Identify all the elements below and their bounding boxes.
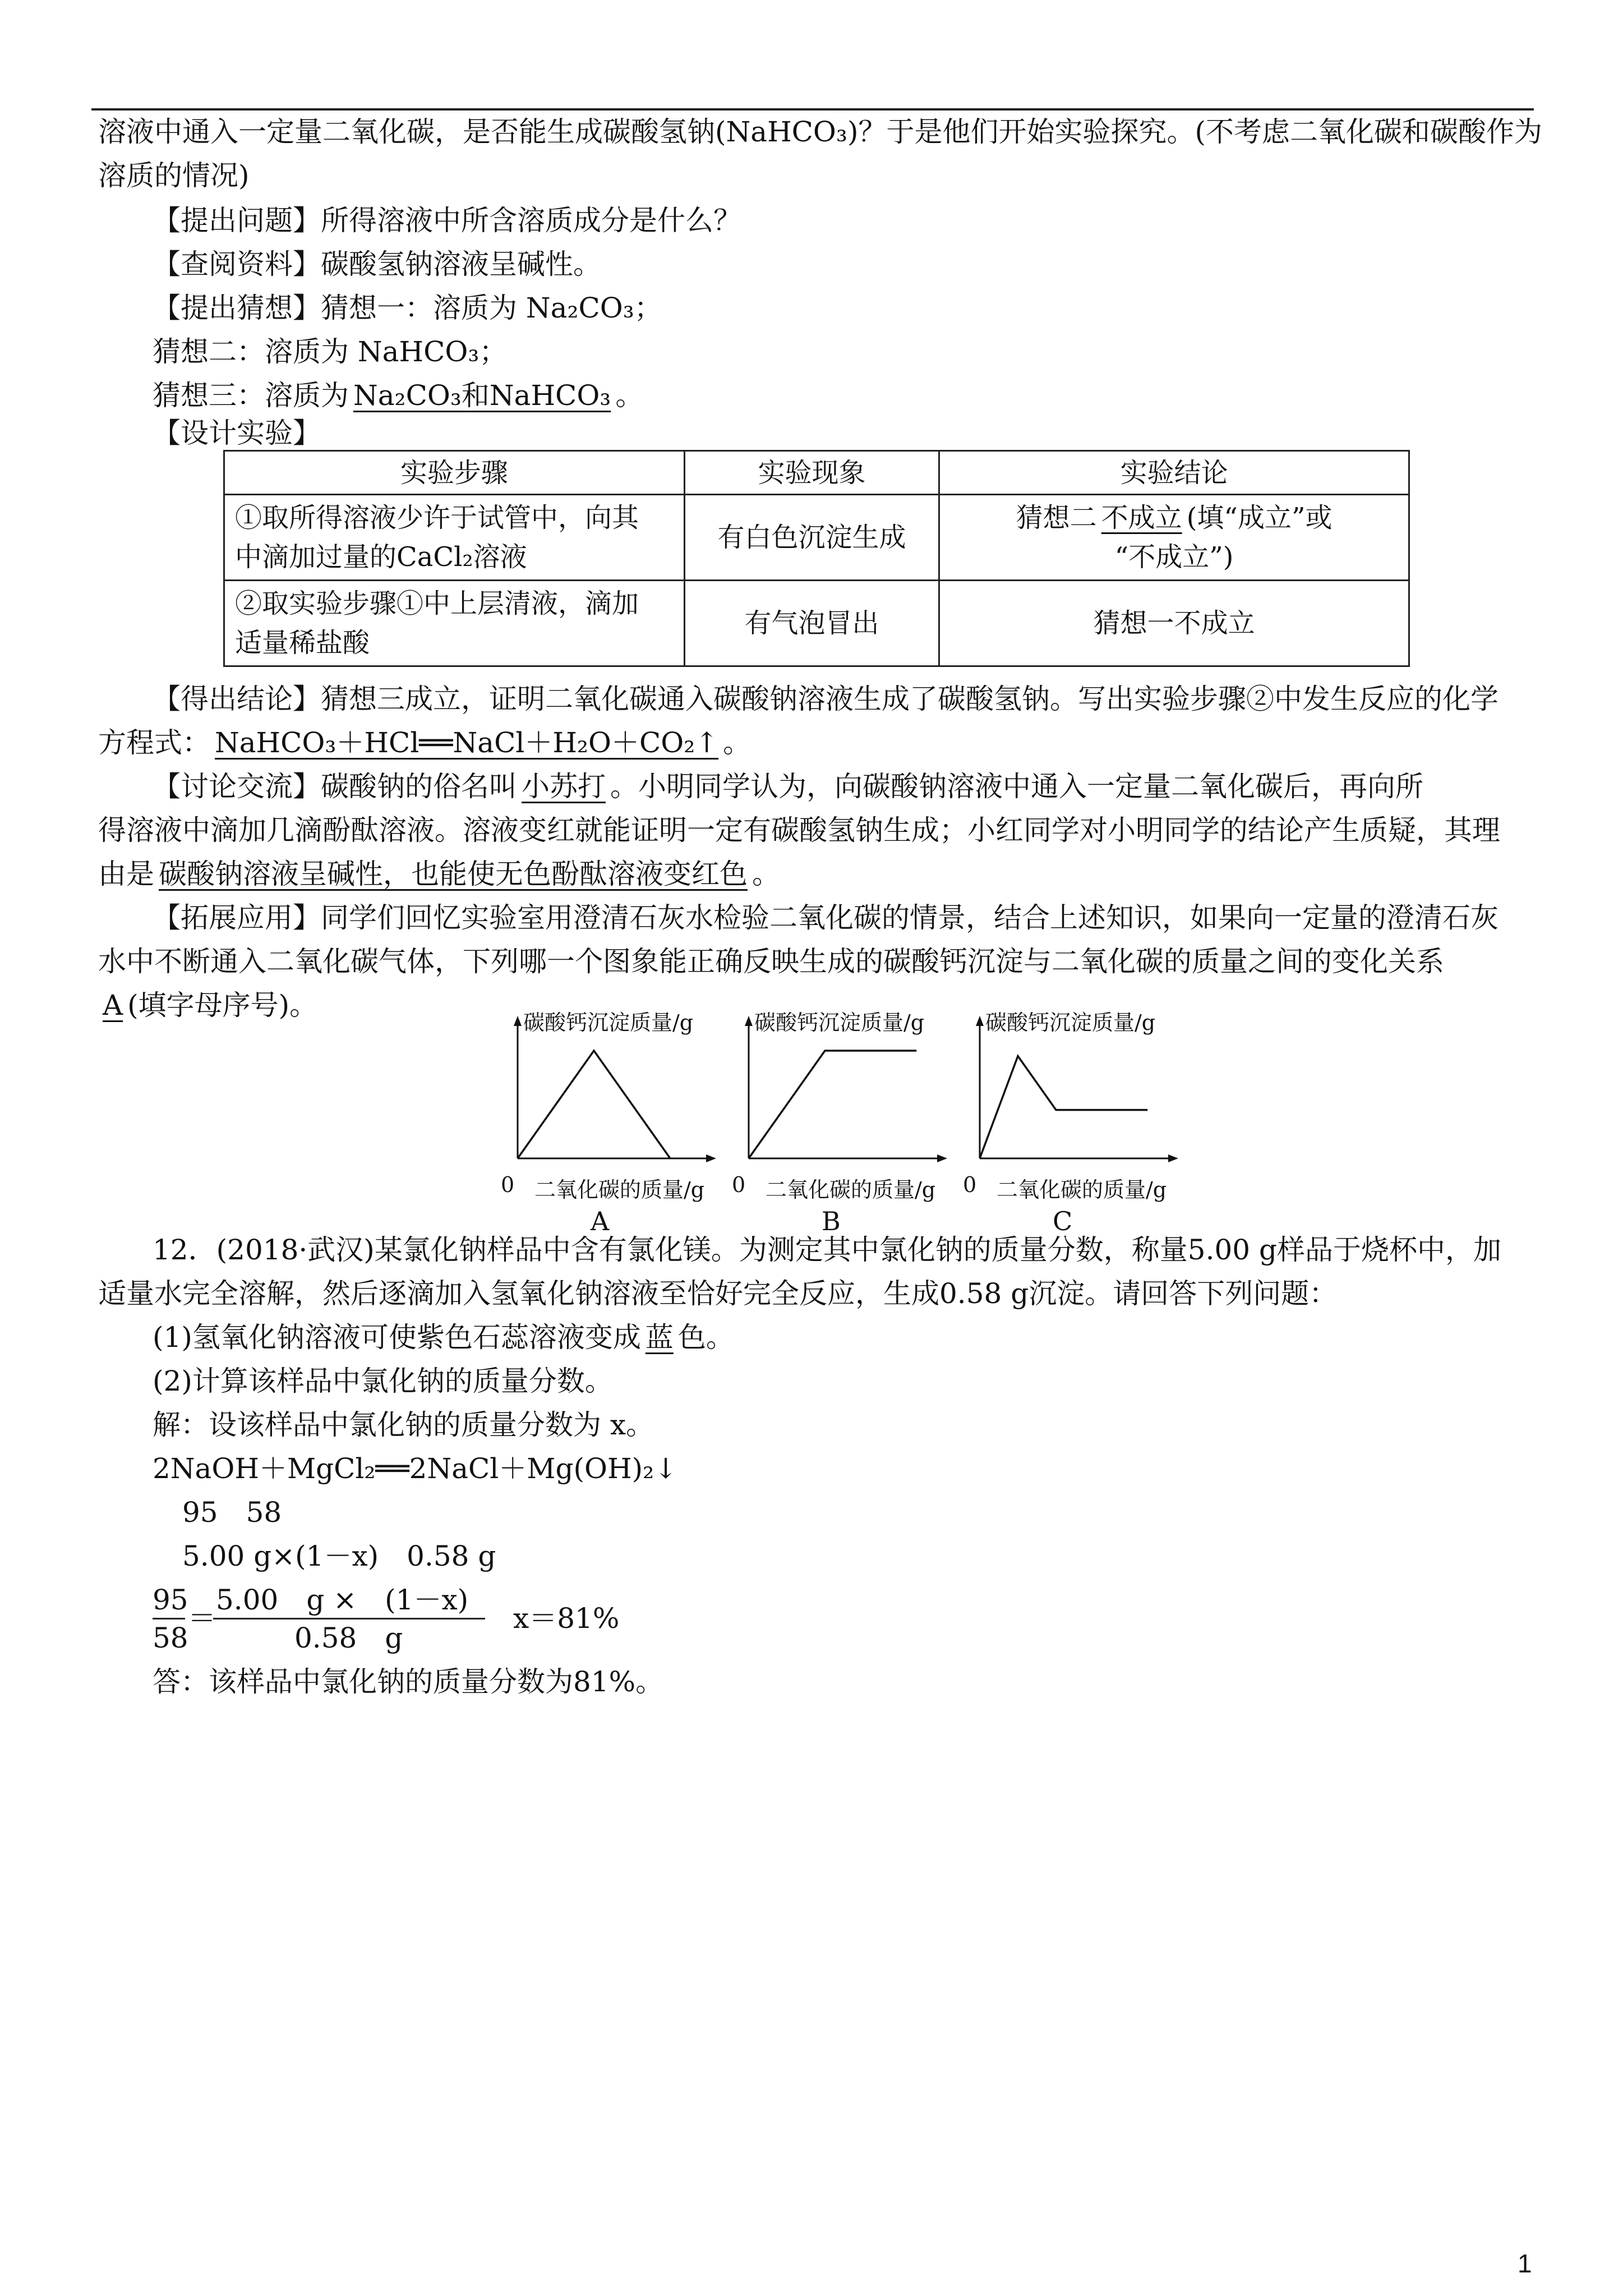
discussion-line-1: 【讨论交流】碳酸钠的俗名叫 小苏打 。小明同学认为，向碳酸钠溶液中通入一定量二氧化碳后，再向所: [153, 770, 1423, 803]
q12-solution-intro: 解：设该样品中氯化钠的质量分数为 x。: [153, 1409, 654, 1441]
chart-b-label: B: [822, 1206, 841, 1236]
question-line: 【提出问题】所得溶液中所含溶质成分是什么？: [153, 204, 741, 237]
fraction-right-numerator: 5.00 g × (1－x): [216, 1584, 469, 1616]
series-line: [518, 1051, 670, 1158]
fraction-left-denominator: 58: [153, 1622, 188, 1654]
table-header: 实验现象: [684, 451, 939, 495]
q12-line-2: 适量水完全溶解，然后逐滴加入氢氧化钠溶液至恰好完全反应，生成0.58 g沉淀。请回答下列问题：: [98, 1277, 1338, 1310]
q12-equation: 2NaOH＋MgCl₂══2NaCl＋Mg(OH)₂↓: [153, 1452, 678, 1485]
extension-line-1: 【拓展应用】同学们回忆实验室用澄清石灰水检验二氧化碳的情景，结合上述知识，如果向一定量的澄清石灰: [153, 901, 1498, 934]
x-axis-arrow-icon: [937, 1154, 947, 1162]
fraction-equals: ＝: [188, 1602, 216, 1635]
fraction-left-numerator: 95: [153, 1584, 188, 1616]
x-axis-arrow-icon: [706, 1154, 716, 1162]
table-header-row: [224, 451, 1409, 495]
intro-line-1: 溶液中通入一定量二氧化碳，是否能生成碳酸氢钠(NaHCO₃)？于是他们开始实验探究。(不考虑二氧化碳和碳酸作为: [98, 116, 1542, 148]
reference-line: 【查阅资料】碳酸氢钠溶液呈碱性。: [153, 248, 601, 280]
answer-blank: Na₂CO₃和NaHCO₃: [353, 379, 611, 412]
answer-blank: 小苏打: [522, 770, 606, 803]
chart-b: [732, 1007, 945, 1236]
chart-c-origin: 0: [963, 1172, 977, 1197]
table-row: [224, 495, 1409, 581]
table-cell-conclusion: 猜想二 不成立 (填“成立”或 “不成立”): [939, 495, 1409, 581]
conclusion-line-1: 【得出结论】猜想三成立，证明二氧化碳通入碳酸钠溶液生成了碳酸氢钠。写出实验步骤②中发生反应的化学: [153, 683, 1498, 715]
table-cell-step: ②取实验步骤①中上层清液，滴加 适量稀盐酸: [224, 581, 685, 666]
y-axis-arrow-icon: [976, 1016, 984, 1026]
design-title: 【设计实验】: [153, 417, 321, 449]
table-cell-conclusion: 猜想一不成立: [939, 581, 1409, 666]
chart-c: [963, 1007, 1176, 1236]
chart-a-xlabel: 二氧化碳的质量/g: [534, 1177, 705, 1202]
discussion-line-3: 由是 碳酸钠溶液呈碱性，也能使无色酚酞溶液变红色 。: [98, 858, 780, 890]
chart-a-label: A: [591, 1206, 610, 1236]
table-row: [224, 581, 1409, 666]
series-line: [749, 1051, 916, 1158]
hypothesis-1: 【提出猜想】猜想一：溶质为 Na₂CO₃；: [153, 292, 662, 324]
table-cell-phenomenon: 有白色沉淀生成: [684, 495, 939, 581]
chart-c-label: C: [1053, 1206, 1073, 1236]
chart-a-ylabel: 碳酸钙沉淀质量/g: [523, 1010, 694, 1035]
y-axis-arrow-icon: [514, 1016, 522, 1026]
answer-blank: A: [103, 989, 123, 1022]
q12-sub2: (2)计算该样品中氯化钠的质量分数。: [153, 1365, 613, 1397]
q12-result: x＝81%: [513, 1602, 620, 1635]
header-rule: [91, 108, 1534, 111]
chart-c-ylabel: 碳酸钙沉淀质量/g: [985, 1010, 1156, 1035]
chart-a: [501, 1007, 714, 1236]
chart-b-xlabel: 二氧化碳的质量/g: [766, 1177, 936, 1202]
chart-c-xlabel: 二氧化碳的质量/g: [997, 1177, 1167, 1202]
discussion-line-2: 得溶液中滴加几滴酚酞溶液。溶液变红就能证明一定有碳酸氢钠生成；小红同学对小明同学的结论产生质疑，其理: [98, 814, 1500, 846]
table-header: 实验步骤: [224, 451, 685, 495]
extension-line-2: 水中不断通入二氧化碳气体，下列哪一个图象能正确反映生成的碳酸钙沉淀与二氧化碳的质量之间的变化关系: [98, 945, 1444, 978]
table-cell-step: ①取所得溶液少许于试管中，向其 中滴加过量的CaCl₂溶液: [224, 495, 685, 581]
fraction-right-denominator: 0.58 g: [294, 1622, 403, 1654]
answer-blank: 不成立: [1101, 502, 1182, 533]
hypothesis-2: 猜想二：溶质为 NaHCO₃；: [153, 335, 508, 368]
series-line: [980, 1056, 1147, 1158]
chart-b-ylabel: 碳酸钙沉淀质量/g: [754, 1010, 925, 1035]
extension-line-3: A (填字母序号)。: [98, 988, 317, 1022]
q12-line-1: 12．(2018·武汉)某氯化钠样品中含有氯化镁。为测定其中氯化钠的质量分数，称量5.00 g样品于烧杯中，加: [153, 1234, 1502, 1266]
table-header: 实验结论: [939, 451, 1409, 495]
chart-b-origin: 0: [732, 1172, 746, 1197]
q12-molar-masses: 95 58: [182, 1496, 282, 1529]
x-axis-arrow-icon: [1168, 1154, 1178, 1162]
q12-amounts: 5.00 g×(1－x) 0.58 g: [182, 1540, 496, 1572]
fraction-bar: [213, 1618, 485, 1619]
experiment-table: [223, 450, 1410, 667]
chart-a-origin: 0: [501, 1172, 515, 1197]
table-cell-phenomenon: 有气泡冒出: [684, 581, 939, 666]
answer-blank: NaHCO₃＋HCl══NaCl＋H₂O＋CO₂↑: [215, 726, 719, 759]
fraction-bar: [153, 1618, 185, 1619]
answer-blank: 蓝: [645, 1321, 674, 1354]
hypothesis-3: 猜想三：溶质为 Na₂CO₃和NaHCO₃ 。: [153, 379, 644, 412]
answer-blank: 碳酸钠溶液呈碱性，也能使无色酚酞溶液变红色: [159, 858, 748, 890]
conclusion-line-2: 方程式： NaHCO₃＋HCl══NaCl＋H₂O＋CO₂↑ 。: [98, 726, 751, 759]
page-number: 1: [1518, 2249, 1532, 2278]
intro-line-2: 溶质的情况): [98, 159, 250, 192]
q12-sub1: (1)氢氧化钠溶液可使紫色石蕊溶液变成 蓝 色。: [153, 1321, 734, 1354]
q12-answer: 答：该样品中氯化钠的质量分数为81%。: [153, 1665, 664, 1698]
y-axis-arrow-icon: [745, 1016, 753, 1026]
